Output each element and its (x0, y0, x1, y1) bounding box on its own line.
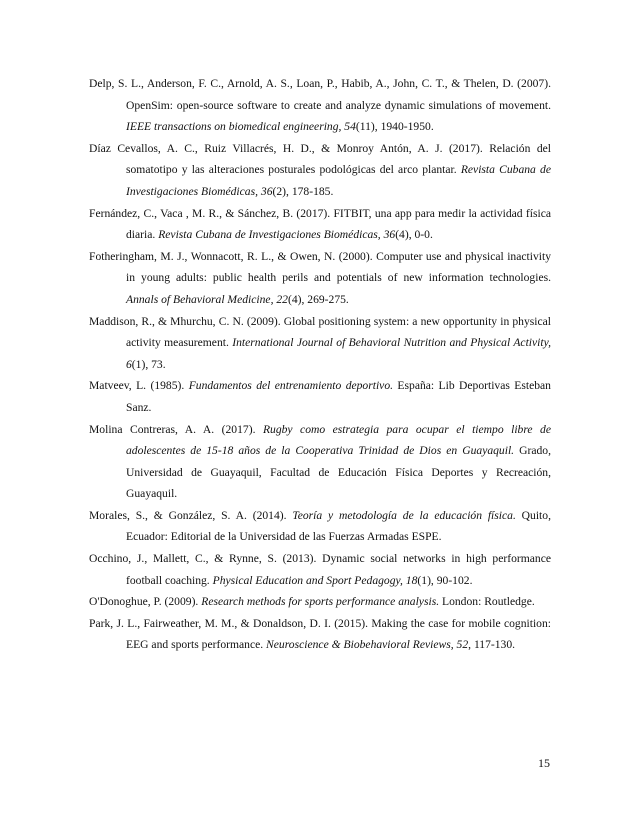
page-number: 15 (538, 756, 550, 770)
reference-source: Annals of Behavioral Medicine, 22 (126, 292, 288, 306)
reference-text: Díaz Cevallos, A. C., Ruiz Villacrés, H. D., & Monroy Antón, A. J. (2017). Relación del somatotipo y las alteraciones posturales podológicas del arco plantar. (89, 141, 551, 177)
reference-entry (89, 246, 551, 311)
reference-entry (89, 548, 551, 591)
reference-text: Matveev, L. (1985). (89, 379, 189, 393)
reference-entry (89, 375, 551, 418)
reference-source: Physical Education and Sport Pedagogy, 18 (212, 573, 418, 587)
reference-details: London: Routledge. (439, 595, 535, 609)
reference-list (89, 73, 551, 656)
reference-text: Fotheringham, M. J., Wonnacott, R. L., & Owen, N. (2000). Computer use and physical inactivity in young adults: public health perils and potentials of new information technologies. (89, 249, 551, 285)
reference-text: Delp, S. L., Anderson, F. C., Arnold, A. S., Loan, P., Habib, A., John, C. T., & Thelen, D. (2007). OpenSim: open-source software to create and analyze dynamic simulations of movement. (89, 77, 551, 112)
reference-entry (89, 203, 551, 246)
reference-text: Fernández, C., Vaca , M. R., & Sánchez, B. (2017). FITBIT, una app para medir la actividad física diaria. (89, 206, 551, 242)
reference-entry (89, 311, 551, 376)
reference-source: Rugby como estrategia para ocupar el tiempo libre de adolescentes de 15-18 años de la Cooperativa Trinidad de Dios en Guayaquil. (126, 422, 551, 458)
reference-text: Park, J. L., Fairweather, M. M., & Donaldson, D. I. (2015). Making the case for mobile cognition: EEG and sports performance. (89, 616, 551, 652)
reference-details: (11), 1940-1950. (355, 120, 434, 134)
reference-details: (4), 269-275. (287, 292, 349, 306)
reference-details: Grado, Universidad de Guayaquil, Facultad de Educación Física Deportes y Recreación, Guayaquil. (126, 444, 551, 501)
reference-entry (89, 505, 551, 548)
reference-source: Neuroscience & Biobehavioral Reviews, 52 (266, 638, 469, 652)
reference-source: Fundamentos del entrenamiento deportivo. (188, 379, 394, 393)
reference-source: Teoría y metodología de la educación física. (292, 508, 516, 522)
reference-source: Revista Cubana de Investigaciones Biomédicas, 36 (126, 163, 551, 198)
reference-details: Quito, Ecuador: Editorial de la Universidad de las Fuerzas Armadas ESPE. (126, 508, 551, 544)
reference-details: (1), 90-102. (417, 573, 473, 587)
reference-text: Morales, S., & González, S. A. (2014). (89, 508, 293, 522)
reference-details: , 117-130. (468, 638, 516, 652)
reference-text: Occhino, J., Mallett, C., & Rynne, S. (2013). Dynamic social networks in high performance football coaching. (89, 552, 551, 587)
reference-entry (89, 138, 551, 203)
reference-text: O'Donoghue, P. (2009). (89, 595, 202, 609)
reference-source: International Journal of Behavioral Nutrition and Physical Activity, 6 (126, 336, 551, 371)
reference-details: (4), 0-0. (395, 228, 433, 242)
reference-details: España: Lib Deportivas Esteban Sanz. (126, 379, 551, 414)
reference-entry (89, 591, 551, 613)
reference-entry (89, 419, 551, 505)
reference-entry (89, 613, 551, 656)
reference-source: IEEE transactions on biomedical engineering, 54 (126, 120, 356, 134)
reference-source: Revista Cubana de Investigaciones Biomédicas, 36 (158, 228, 396, 242)
reference-source: Research methods for sports performance analysis. (201, 595, 440, 609)
reference-details: (2), 178-185. (272, 184, 334, 198)
reference-details: (1), 73. (131, 357, 166, 371)
reference-text: Molina Contreras, A. A. (2017). (89, 422, 263, 436)
reference-entry (89, 73, 551, 138)
reference-text: Maddison, R., & Mhurchu, C. N. (2009). Global positioning system: a new opportunity in physical activity measurement. (89, 314, 551, 350)
